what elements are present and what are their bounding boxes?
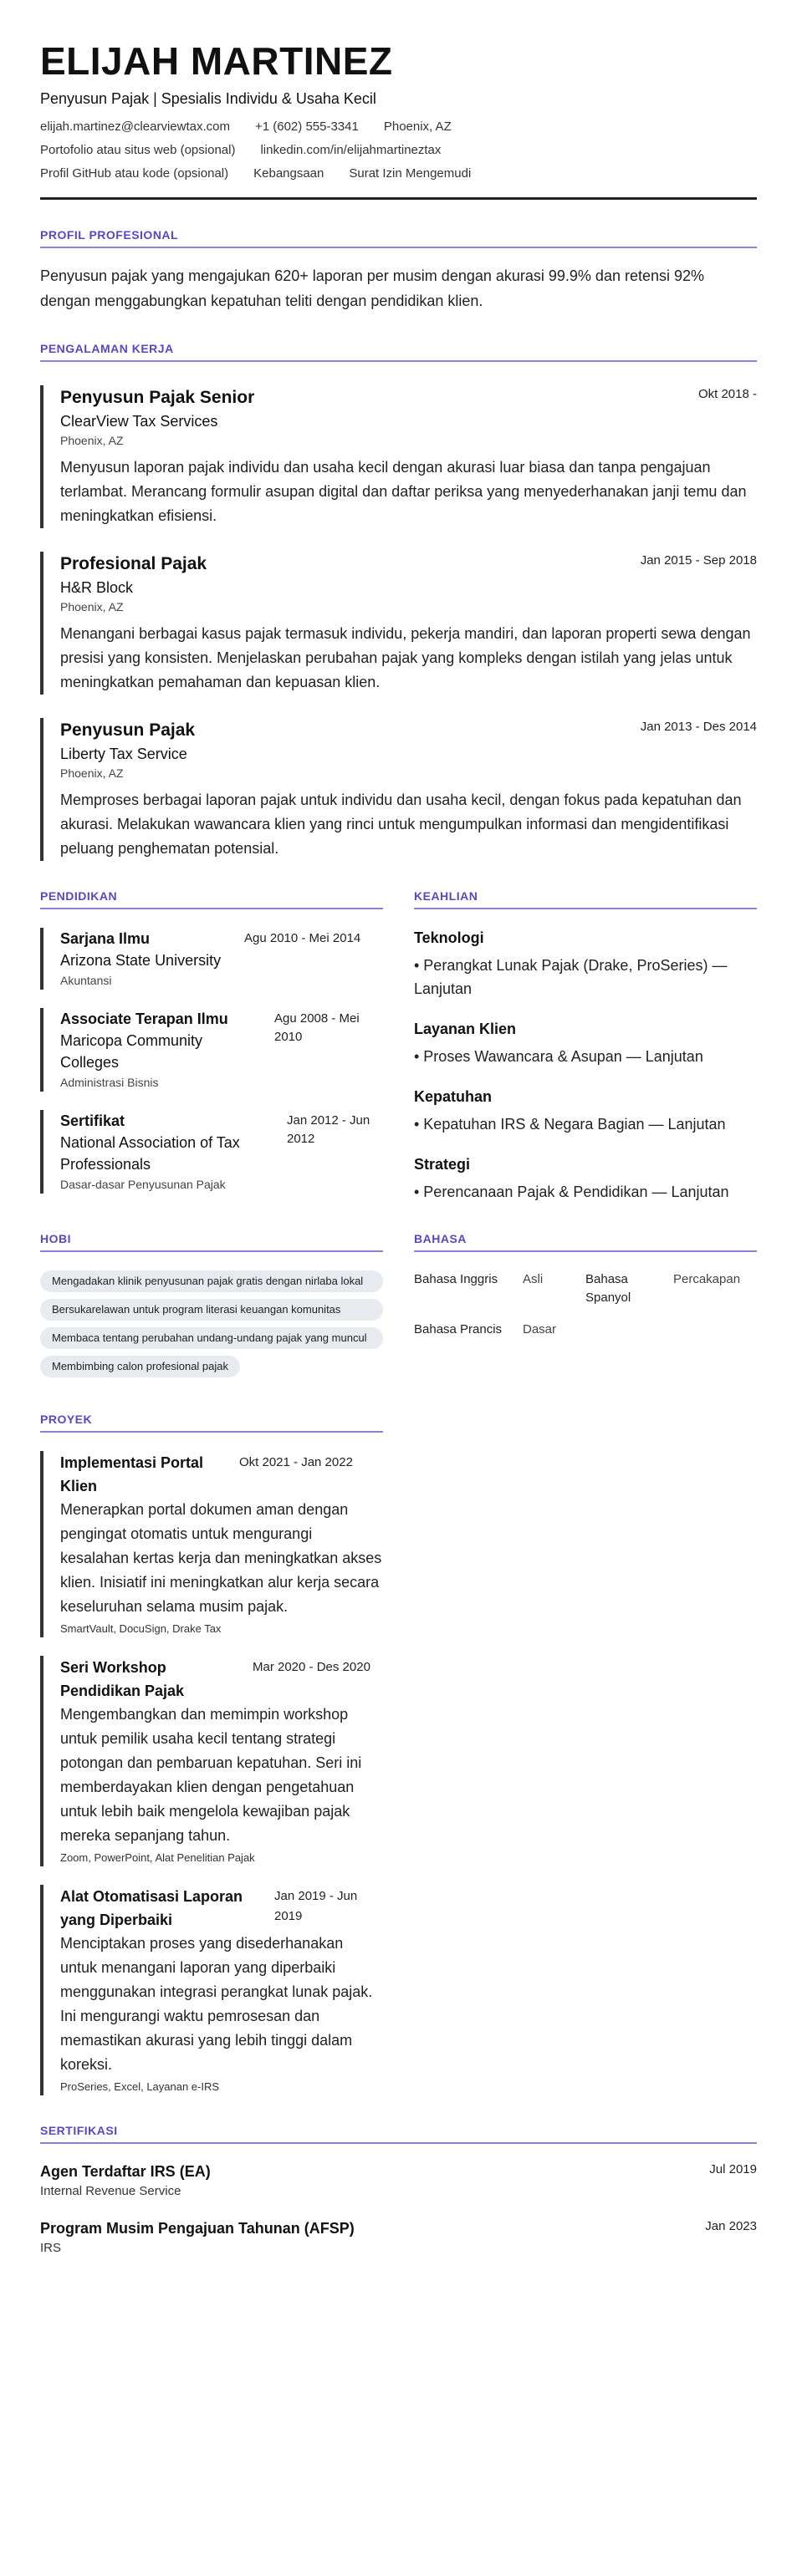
job-org: ClearView Tax Services: [60, 413, 218, 430]
skill-group-name: Layanan Klien: [414, 1021, 517, 1037]
education-degree: Associate Terapan Ilmu: [60, 1011, 228, 1027]
job-date: Jan 2013 - Des 2014: [640, 720, 757, 734]
certification-issuer: Internal Revenue Service: [40, 2184, 181, 2198]
language-entry: [414, 1270, 585, 1307]
project-description: Menerapkan portal dokumen aman dengan pengingat otomatis untuk mengurangi kesalahan kertas kerja dan meningkatkan akses klien. Inisiatif ini meningkatkan alur kerja secara keseluruhan selama musim pajak.: [60, 1501, 382, 1615]
education-school: Maricopa Community Colleges: [60, 1032, 203, 1071]
language-name: Bahasa Prancis: [414, 1322, 503, 1336]
job-location: Phoenix, AZ: [60, 766, 124, 780]
hobby-chip: Membimbing calon profesional pajak: [40, 1356, 240, 1377]
hobby-chip: Mengadakan klinik penyusunan pajak gratis dengan nirlaba lokal: [40, 1270, 383, 1292]
project-tools: SmartVault, DocuSign, Drake Tax: [60, 1622, 222, 1635]
hobby-chip: Membaca tentang perubahan undang-undang pajak yang muncul: [40, 1327, 383, 1349]
job-title: Penyusun Pajak Senior: [60, 388, 255, 407]
job-entry: [40, 552, 757, 695]
education-school: Arizona State University: [60, 952, 222, 969]
hobbies-section: [40, 1232, 383, 1384]
certification-date: Jan 2023: [705, 2219, 757, 2233]
education-field: Dasar-dasar Penyusunan Pajak: [60, 1178, 226, 1191]
contact-info: [40, 119, 757, 182]
job-description: Memproses berbagai laporan pajak untuk individu dan usaha kecil, dengan fokus pada kepatuhan dan akurasi. Melakukan wawancara klien yang rinci untuk mengumpulkan informasi dan mengidentifikasi peluang penghematan potensial.: [60, 792, 742, 857]
job-entry: [40, 718, 757, 861]
project-date: Mar 2020 - Des 2020: [253, 1660, 370, 1674]
section-title: PENDIDIKAN: [40, 889, 383, 909]
job-org: Liberty Tax Service: [60, 746, 187, 762]
language-entry: [414, 1321, 585, 1339]
job-org: H&R Block: [60, 579, 134, 596]
education-field: Akuntansi: [60, 974, 112, 987]
skill-group-name: Kepatuhan: [414, 1088, 493, 1105]
job-location: Phoenix, AZ: [60, 434, 124, 447]
education-date: Agu 2008 - Mei 2010: [274, 1011, 360, 1044]
skills-section: [414, 889, 757, 1204]
contact-nationality: Kebangsaan: [253, 166, 324, 181]
certification-title: Agen Terdaftar IRS (EA): [40, 2163, 211, 2180]
project-tools: Zoom, PowerPoint, Alat Penelitian Pajak: [60, 1851, 255, 1864]
project-date: Okt 2021 - Jan 2022: [239, 1455, 353, 1469]
project-description: Mengembangkan dan memimpin workshop untuk pemilik usaha kecil tentang strategi potongan dan pembaruan kepatuhan. Seri ini memberdayakan klien dengan pengetahuan untuk lebih baik mengelola kewajiban pajak mereka sepanjang tahun.: [60, 1706, 362, 1844]
contact-linkedin[interactable]: linkedin.com/in/elijahmartineztax: [260, 143, 442, 157]
education-field: Administrasi Bisnis: [60, 1076, 159, 1089]
job-description: Menyusun laporan pajak individu dan usaha kecil dengan akurasi luar biasa dan tanpa pengajuan terlambat. Merancang formulir asupan digital dan daftar periksa yang menyederhanakan janji temu dan meningkatkan efisiensi.: [60, 459, 747, 524]
job-title: Penyusun Pajak: [60, 720, 196, 740]
certification-date: Jul 2019: [709, 2162, 757, 2176]
job-date: Okt 2018 -: [697, 387, 757, 401]
hobbies-languages-row: [40, 1232, 757, 1384]
project-entry: [40, 1656, 383, 1866]
project-entry: [40, 1885, 383, 2095]
skill-group-name: Strategi: [414, 1156, 471, 1173]
contact-portfolio: Portofolio atau situs web (opsional): [40, 143, 236, 157]
experience-section: [40, 342, 757, 861]
certification-title: Program Musim Pengajuan Tahunan (AFSP): [40, 2220, 355, 2237]
job-title: Profesional Pajak: [60, 554, 207, 573]
project-tools: ProSeries, Excel, Layanan e-IRS: [60, 2080, 220, 2093]
education-section: [40, 889, 383, 1204]
section-title: SERTIFIKASI: [40, 2124, 757, 2144]
section-title: PENGALAMAN KERJA: [40, 342, 757, 362]
language-level: Dasar: [523, 1322, 557, 1336]
project-description: Menciptakan proses yang disederhanakan untuk menangani laporan yang diperbaiki menggunakan integrasi perangkat lunak pajak. Ini mengurangi waktu pemrosesan dan memastikan akurasi yang lebih tinggi dalam koreksi.: [60, 1935, 373, 2073]
project-title: Implementasi Portal Klien: [60, 1454, 204, 1494]
language-entry: [585, 1270, 757, 1307]
language-list: [414, 1270, 757, 1352]
education-entry: [40, 1110, 383, 1194]
contact-email[interactable]: elijah.martinez@clearviewtax.com: [40, 120, 230, 134]
languages-section: [414, 1232, 757, 1384]
header-divider: [40, 197, 757, 200]
language-level: Asli: [523, 1272, 544, 1286]
section-title: PROFIL PROFESIONAL: [40, 228, 757, 248]
education-entry: [40, 1008, 383, 1092]
project-title: Seri Workshop Pendidikan Pajak: [60, 1659, 185, 1699]
language-level: Percakapan: [673, 1272, 741, 1286]
section-title: PROYEK: [40, 1413, 383, 1433]
education-date: Agu 2010 - Mei 2014: [244, 931, 361, 945]
education-date: Jan 2012 - Jun 2012: [287, 1113, 370, 1146]
skill-group-name: Teknologi: [414, 929, 484, 946]
job-entry: [40, 385, 757, 528]
profile-text: Penyusun pajak yang mengajukan 620+ laporan per musim dengan akurasi 99.9% dan retensi 92% dengan menggabungkan kepatuhan teliti dengan pendidikan klien.: [40, 267, 705, 309]
section-title: BAHASA: [414, 1232, 757, 1252]
certification-entry: [40, 2217, 757, 2258]
education-skills-row: [40, 889, 757, 1204]
education-school: National Association of Tax Professionals: [60, 1134, 240, 1173]
skill-item: • Perangkat Lunak Pajak (Drake, ProSeries) — Lanjutan: [414, 957, 728, 997]
job-description: Menangani berbagai kasus pajak termasuk individu, pekerja mandiri, dan laporan properti sewa dengan presisi yang konsisten. Menjelaskan perubahan pajak yang kompleks dengan istilah yang jelas untuk meningkatkan pemahaman dan kepuasan klien.: [60, 625, 751, 690]
skill-item: • Perencanaan Pajak & Pendidikan — Lanjutan: [414, 1184, 729, 1200]
section-title: KEAHLIAN: [414, 889, 757, 909]
job-date: Jan 2015 - Sep 2018: [640, 553, 757, 568]
project-date: Jan 2019 - Jun 2019: [274, 1889, 358, 1923]
certification-issuer: IRS: [40, 2241, 62, 2255]
project-entry: [40, 1451, 383, 1637]
education-entry: [40, 928, 383, 990]
skill-item: • Kepatuhan IRS & Negara Bagian — Lanjutan: [414, 1116, 726, 1133]
contact-license: Surat Izin Mengemudi: [349, 166, 472, 181]
language-name: Bahasa Inggris: [414, 1272, 498, 1286]
contact-location: Phoenix, AZ: [383, 120, 452, 134]
section-title: HOBI: [40, 1232, 383, 1252]
contact-github: Profil GitHub atau kode (opsional): [40, 166, 229, 181]
language-name: Bahasa Spanyol: [585, 1272, 631, 1305]
skill-item: • Proses Wawancara & Asupan — Lanjutan: [414, 1048, 703, 1065]
hobby-chip: Bersukarelawan untuk program literasi keuangan komunitas: [40, 1299, 383, 1321]
projects-section: [40, 1413, 757, 2095]
certifications-section: [40, 2124, 757, 2258]
contact-phone: +1 (602) 555-3341: [254, 120, 359, 134]
education-degree: Sarjana Ilmu: [60, 930, 151, 947]
job-location: Phoenix, AZ: [60, 600, 124, 613]
education-degree: Sertifikat: [60, 1112, 125, 1129]
candidate-subtitle: Penyusun Pajak | Spesialis Individu & Usaha Kecil: [40, 90, 376, 107]
candidate-name: ELIJAH MARTINEZ: [40, 39, 393, 83]
profile-section: [40, 228, 757, 313]
hobby-list: [40, 1270, 383, 1377]
project-title: Alat Otomatisasi Laporan yang Diperbaiki: [60, 1888, 243, 1928]
certification-entry: [40, 2161, 757, 2201]
